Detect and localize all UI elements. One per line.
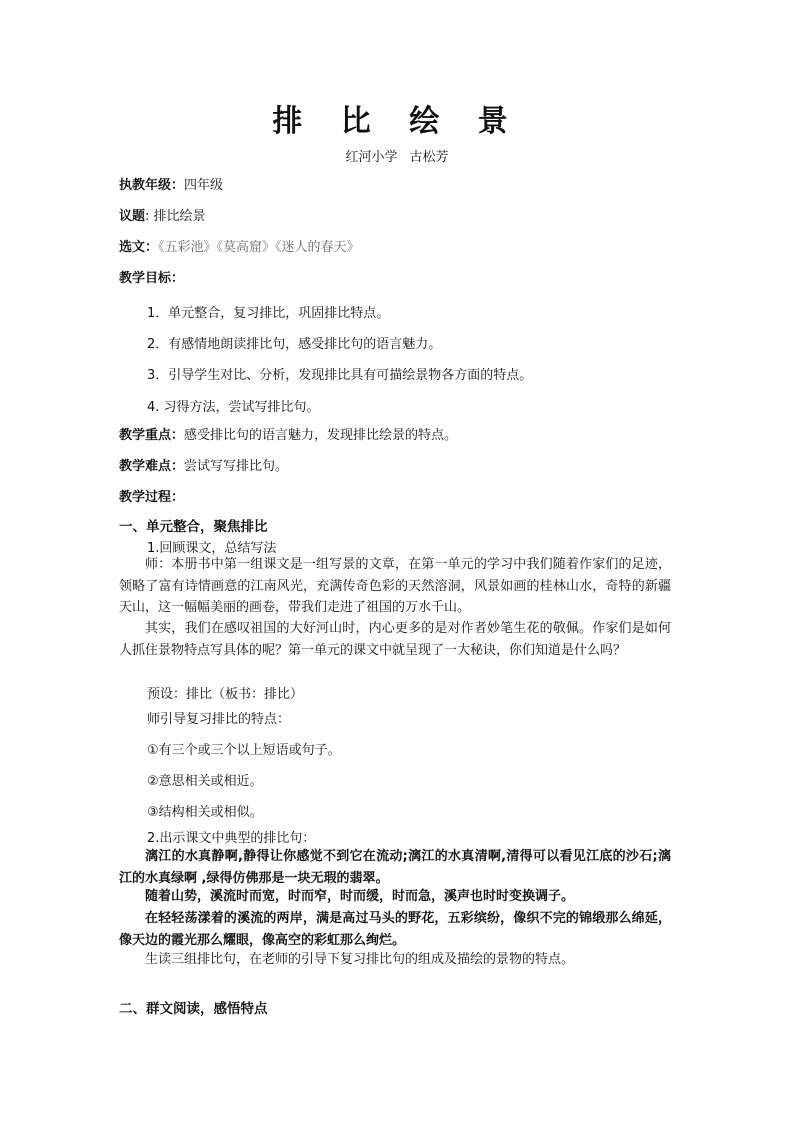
topic-label: 议题	[119, 209, 146, 224]
preset-line: 预设：排比（板书：排比）	[147, 687, 304, 702]
paragraph: 其实，我们在感叹祖国的大好河山时，内心更多的是对作者妙笔生花的敬佩。作家们是如何人抓住景物特点写具体的呢？第一单元的课文中就呈现了一大秘诀，你们知道是什么吗？	[119, 621, 671, 658]
step-1: 1.回顾课文，总结写法	[147, 541, 277, 556]
feature-item: ②意思相关或相近。	[147, 774, 263, 789]
grade-row	[119, 177, 223, 195]
example-sentence: 漓江的水真静啊,静得让你感觉不到它在流动;漓江的水真清啊,清得可以看见江底的沙石;漓江的水真绿啊 ,绿得仿佛那是一块无瑕的翡翠。	[119, 849, 671, 886]
paragraph: 师：本册书中第一组课文是一组写景的文章，在第一单元的学习中我们随着作家们的足迹，领略了富有诗情画意的江南风光，充满传奇色彩的天然溶洞，风景如画的桂林山水，奇特的新疆天山，这一幅幅美丽的画卷，带我们走进了祖国的万水千山。	[119, 557, 671, 615]
goals-heading	[119, 270, 184, 288]
feature-item: ①有三个或三个以上短语或句子。	[147, 743, 341, 758]
document-title: 排 比 绘 景	[272, 104, 522, 139]
process-heading	[119, 489, 184, 507]
texts-row	[119, 239, 360, 257]
difficulty-row	[119, 458, 288, 476]
grade-label: 执教年级：	[119, 178, 185, 193]
goal-item: 4. 习得方法，尝试写排比句。	[147, 400, 320, 415]
goals-label: 教学目标：	[119, 271, 185, 286]
goal-item: 1．单元整合，复习排比，巩固排比特点。	[147, 306, 390, 321]
section-1-heading: 一、单元整合，聚焦排比	[119, 519, 268, 535]
difficulty-label: 教学难点：	[119, 459, 185, 474]
feature-item: ③结构相关或相似。	[147, 805, 263, 820]
goal-item: 3．引导学生对比、分析，发现排比具有可描绘景物各方面的特点。	[147, 368, 533, 383]
guide-line: 师引导复习排比的特点：	[147, 712, 291, 727]
example-sentence: 随着山势，溪流时而宽，时而窄，时而缓，时而急，溪声也时时变换调子。	[145, 889, 575, 904]
difficulty-value: 尝试写写排比句。	[184, 459, 289, 474]
author-line	[0, 146, 794, 165]
step-2: 2.出示课文中典型的排比句：	[147, 831, 316, 846]
school-name: 红河小学	[345, 150, 398, 165]
process-label: 教学过程：	[119, 490, 185, 505]
goal-item: 2．有感情地朗读排比句，感受排比句的语言魅力。	[147, 337, 442, 352]
texts-label: 选文：	[119, 240, 159, 255]
grade-value: 四年级	[184, 178, 224, 193]
key-point-row	[119, 427, 457, 445]
topic-row	[119, 208, 206, 226]
texts-value: 《五彩池》《莫高窟》《迷人的春天》	[158, 240, 360, 255]
paragraph: 生读三组排比句，在老师的引导下复习排比句的组成及描绘的景物的特点。	[145, 952, 575, 967]
key-point-label: 教学重点：	[119, 428, 185, 443]
key-point-value: 感受排比句的语言魅力，发现排比绘景的特点。	[184, 428, 458, 443]
topic-value: : 排比绘景	[145, 209, 206, 224]
example-sentence: 在轻轻荡漾着的溪流的两岸，满是高过马头的野花，五彩缤纷，像织不完的锦缎那么绵延，像天边的霞光那么耀眼，像高空的彩虹那么绚烂。	[119, 911, 671, 948]
section-2-heading: 二、群文阅读，感悟特点	[119, 1001, 268, 1017]
teacher-name: 古松芳	[409, 150, 449, 165]
